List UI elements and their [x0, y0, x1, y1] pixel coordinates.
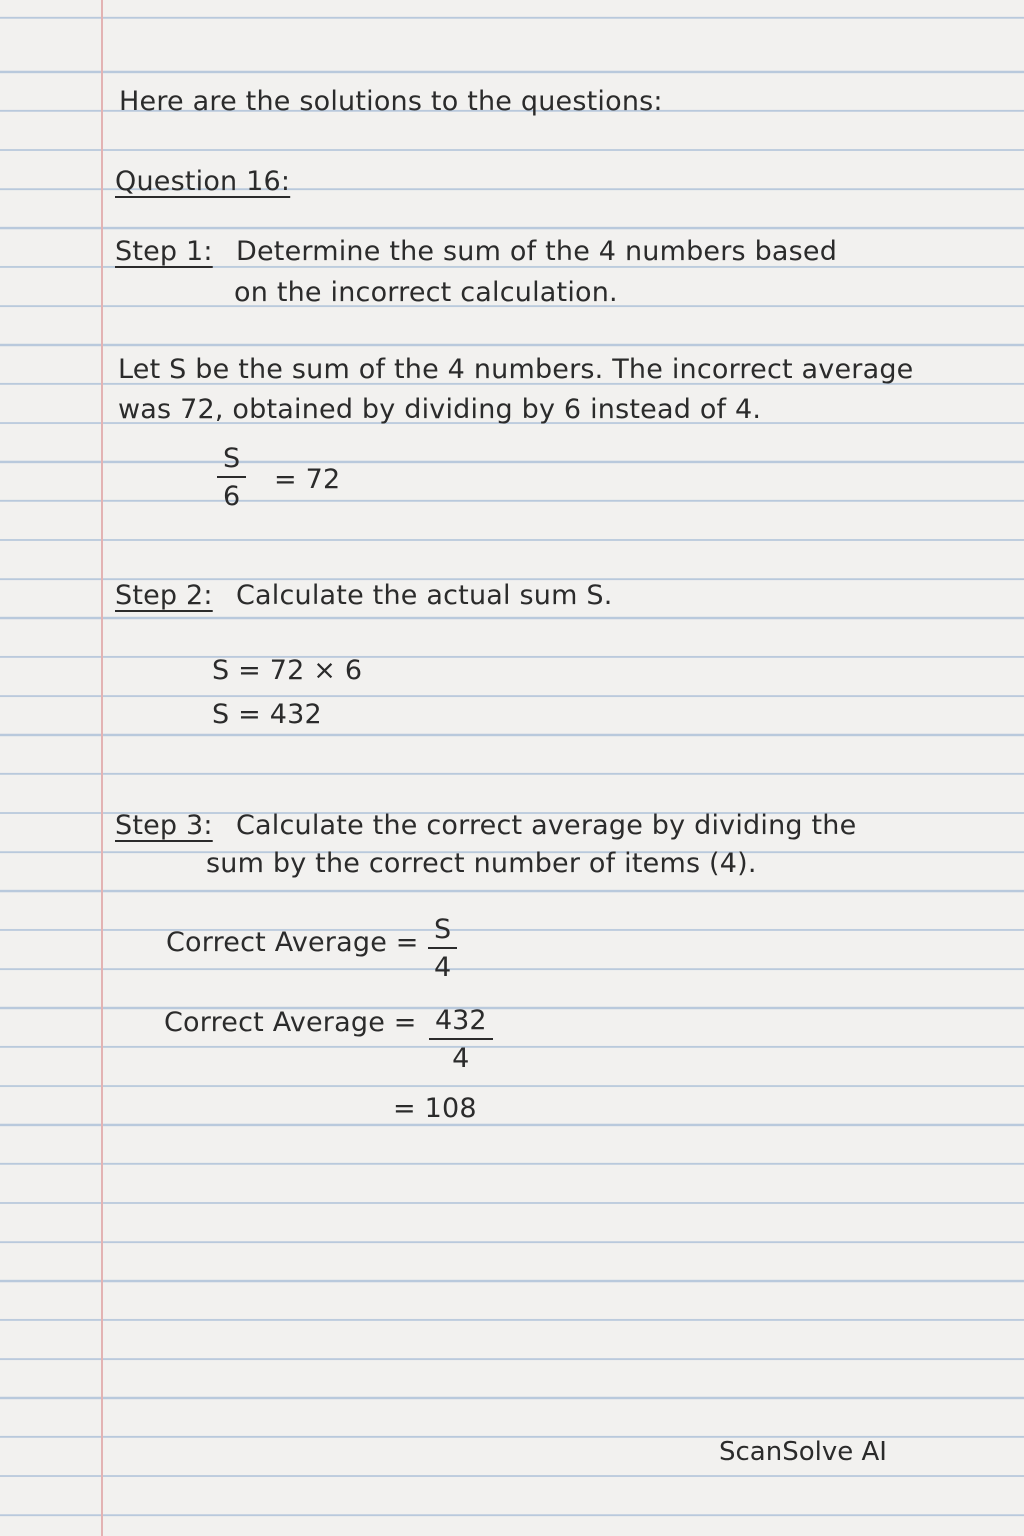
step3-equation-a-lhs: Correct Average = [166, 927, 419, 958]
step3-result: = 108 [393, 1093, 477, 1124]
equation1-rhs: = 72 [274, 464, 341, 495]
step1-line2: on the incorrect calculation. [234, 277, 618, 308]
step3-label: Step 3: [115, 810, 213, 841]
step3-equation-b-numerator: 432 [435, 1005, 487, 1036]
step3-equation-b-lhs: Correct Average = [164, 1007, 417, 1038]
step2-equation-a: S = 72 × 6 [212, 655, 363, 686]
brand-footer: ScanSolve AI [719, 1437, 887, 1467]
step3-equation-b-denominator: 4 [452, 1043, 470, 1074]
step2-equation-b: S = 432 [212, 699, 322, 730]
step3-equation-a-fraction [428, 916, 457, 981]
step1-label: Step 1: [115, 236, 213, 267]
explanation-line1: Let S be the sum of the 4 numbers. The incorrect average [118, 354, 914, 385]
question-title: Question 16: [115, 166, 291, 197]
step3-equation-b-fraction [429, 1007, 493, 1072]
step3-equation-a-denominator: 4 [433, 952, 452, 983]
equation1-denominator: 6 [222, 481, 241, 512]
step3-line1: Calculate the correct average by dividing the [236, 810, 857, 841]
margin-line [101, 0, 103, 1536]
intro-text: Here are the solutions to the questions: [119, 86, 663, 117]
step2-label: Step 2: [115, 580, 213, 611]
step3-line2: sum by the correct number of items (4). [206, 848, 757, 879]
step2-text: Calculate the actual sum S. [236, 580, 613, 611]
step3-equation-a-numerator: S [434, 914, 452, 945]
step1-line1: Determine the sum of the 4 numbers based [236, 236, 838, 267]
equation1-fraction [217, 445, 246, 510]
explanation-line2: was 72, obtained by dividing by 6 instead of 4. [118, 394, 762, 425]
equation1-numerator: S [223, 443, 241, 474]
